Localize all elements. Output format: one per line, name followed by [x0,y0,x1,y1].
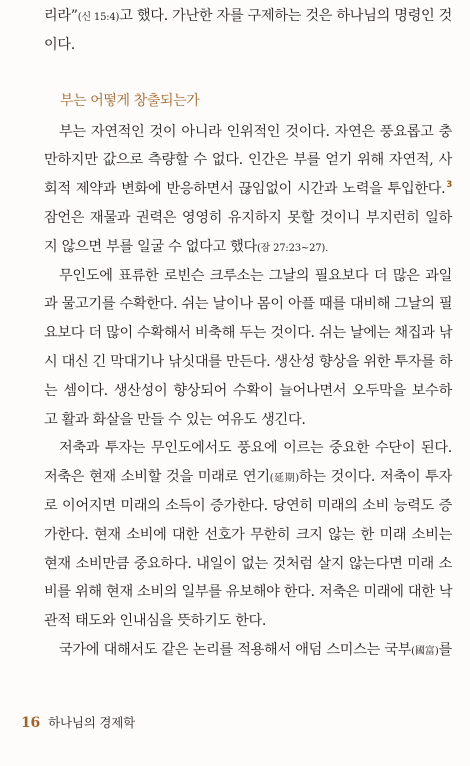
section-heading: 부는 어떻게 창출되는가 [60,92,200,109]
text-span: 지 않으면 부를 일굴 수 없다고 했다 [44,238,257,255]
text-span: 저축은 현재 소비할 것을 미래로 연기 [44,469,270,486]
page-number: 16 [21,715,41,731]
text-line [44,463,452,492]
text-line: 부는 자연적인 것이 아니라 인위적인 것이다. 자연은 풍요롭고 충 [59,123,452,140]
text-line: 무인도에 표류한 로빈슨 크루소는 그날의 필요보다 더 많은 과일 [59,267,452,284]
text-span: 를 [438,641,452,658]
text-span: 고 했다. 가난한 자를 구제하는 것은 하나님의 명령인 것 [119,8,453,24]
hanja-gloss: (國富) [411,645,439,657]
text-line: 고 활과 화살을 만들 수 있는 여유도 생긴다. [44,411,306,428]
text-line [44,2,452,31]
page-footer [21,713,135,731]
hanja-gloss: (延期) [269,473,299,485]
text-line [44,636,452,665]
scripture-reference: (신 15:4) [77,12,120,23]
running-title: 하나님의 경제학 [48,715,135,730]
text-line: 과 물고기를 수확한다. 쉬는 날이나 몸이 아플 때를 대비해 그날의 필 [44,296,453,313]
text-line: 비를 위해 현재 소비의 일부를 유보해야 한다. 저축은 미래에 대한 낙 [44,584,453,601]
text-line: 저축과 투자는 무인도에서도 풍요에 이르는 중요한 수단이 된다. [59,440,452,457]
text-line [44,233,452,262]
text-line: 만하지만 값으로 측량할 수 없다. 인간은 부를 얻기 위해 자연적, 사 [44,152,452,169]
text-line: 는 셈이다. 생산성이 향상되어 수확이 늘어나면서 오두막을 보수하 [44,382,452,399]
footnote-marker: 3 [446,180,452,191]
section-spacer [44,60,452,88]
text-span: 회적 제약과 변화에 반응하면서 끊임없이 시간과 노력을 투입한다. [44,181,446,198]
scripture-reference: (잠 27:23~27). [256,242,329,254]
text-span: 국가에 대해서도 같은 논리를 적용해서 애덤 스미스는 국부 [59,641,412,658]
text-span: 하는 것이다. 저축이 투자 [298,469,452,486]
text-line: 시 대신 긴 막대기나 낚싯대를 만든다. 생산성 향상을 위한 투자를 하 [44,353,453,370]
text-line: 현재 소비만큼 중요하다. 내일이 없는 것처럼 살지 않는다면 미래 소 [44,555,452,572]
text-line: 관적 태도와 인내심을 뜻하기도 한다. [44,613,267,630]
text-line: 가한다. 현재 소비에 대한 선호가 무한히 크지 않는 한 미래 소비는 [44,526,452,543]
text-line: 요보다 더 많이 수확해서 비축해 두는 것이다. 쉬는 날에는 채집과 낚 [44,325,453,342]
text-span: 리라” [44,8,78,24]
text-line [44,175,452,204]
body-text [44,2,452,665]
text-line: 이다. [44,36,76,53]
text-line: 로 이어지면 미래의 소득이 증가한다. 당연히 미래의 소비 능력도 증 [44,497,452,514]
text-line: 잠언은 재물과 권력은 영영히 유지하지 못할 것이니 부지런히 일하 [44,209,452,226]
